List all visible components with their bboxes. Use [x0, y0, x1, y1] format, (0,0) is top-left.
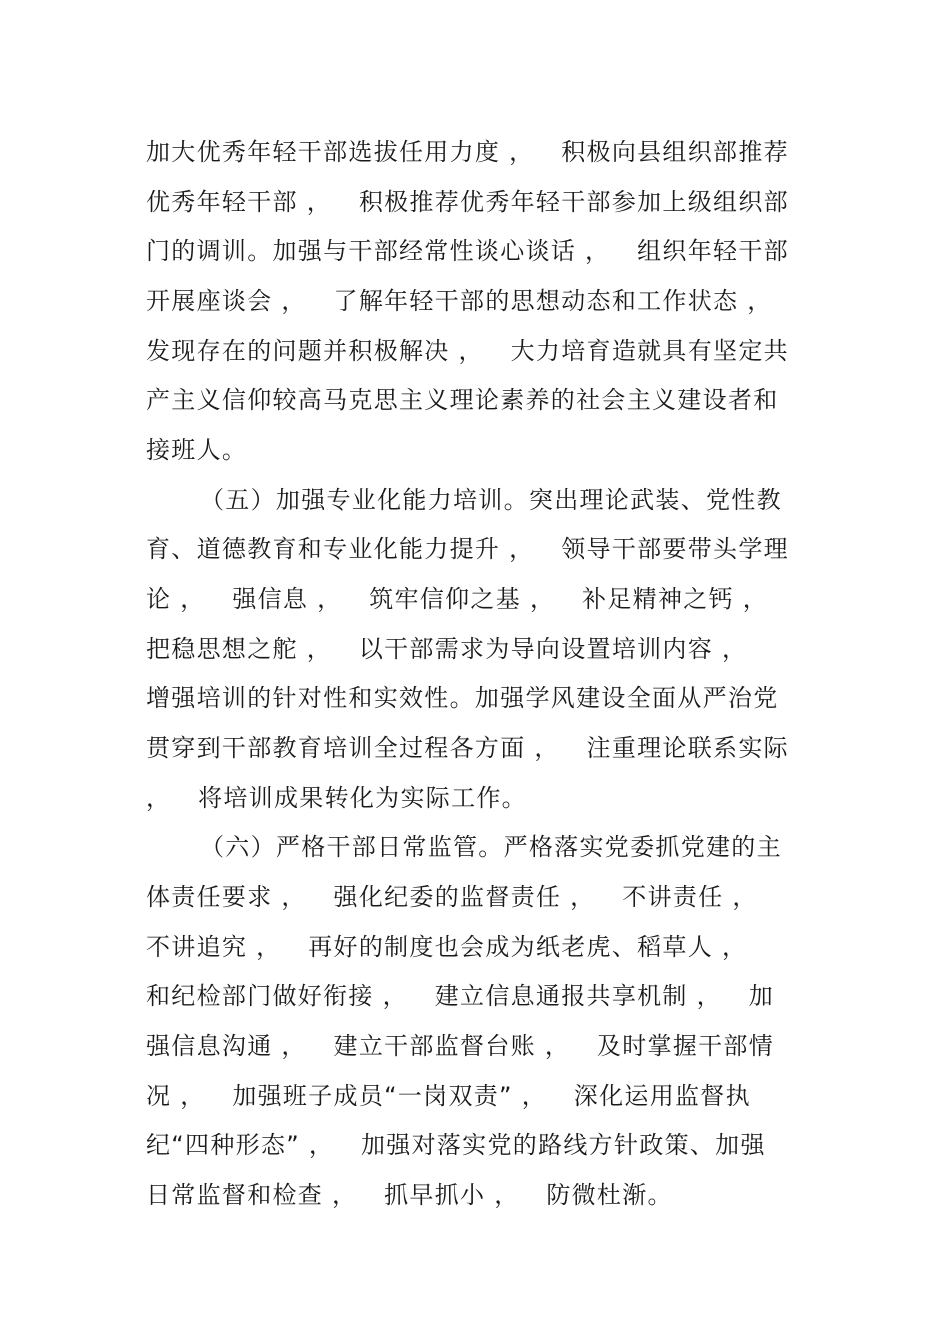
text-line: 日常监督和检查 ， 抓早抓小 ， 防微杜渐。: [146, 1181, 673, 1209]
text-line: ， 将培训成果转化为实际工作。: [146, 784, 527, 812]
text-line: 不讲追究 ， 再好的制度也会成为纸老虎、稻草人 ，: [146, 933, 748, 961]
text-line: 发现存在的问题并积极解决 ， 大力培育造就具有坚定共: [146, 337, 789, 365]
text-line: 产主义信仰较高马克思主义理论素养的社会主义建设者和: [146, 386, 779, 414]
text-line: 纪“四种形态” ， 加强对落实党的路线方针政策、加强: [146, 1131, 766, 1159]
text-line: 贯穿到干部教育培训全过程各方面 ， 注重理论联系实际: [146, 734, 789, 762]
text-line: 把稳思想之舵 ， 以干部需求为导向设置培训内容 ，: [146, 635, 748, 663]
text-line: 优秀年轻干部 ， 积极推荐优秀年轻干部参加上级组织部: [146, 188, 789, 216]
text-line: 体责任要求 ， 强化纪委的监督责任 ， 不讲责任 ，: [146, 883, 758, 911]
text-line: 强信息沟通 ， 建立干部监督台账 ， 及时掌握干部情: [146, 1032, 775, 1060]
text-line: 论 ， 强信息 ， 筑牢信仰之基 ， 补足精神之钙 ，: [146, 585, 769, 613]
paragraph-start-line: （六）严格干部日常监管。严格落实党委抓党建的主: [200, 833, 782, 861]
text-line: 接班人。: [146, 436, 248, 464]
text-line: 和纪检部门做好衔接 ， 建立信息通报共享机制 ， 加: [146, 982, 775, 1010]
text-line: 开展座谈会 ， 了解年轻干部的思想动态和工作状态 ，: [146, 287, 773, 315]
text-line: 育、道德教育和专业化能力提升 ， 领导干部要带头学理: [146, 535, 789, 563]
text-line: 况 ， 加强班子成员“一岗双责” ， 深化运用监督执: [146, 1082, 751, 1110]
text-line: 增强培训的针对性和实效性。加强学风建设全面从严治党: [146, 684, 779, 712]
paragraph-start-line: （五）加强专业化能力培训。突出理论武装、党性教: [200, 486, 782, 514]
text-line: 门的调训。加强与干部经常性谈心谈话 ， 组织年轻干部: [146, 237, 789, 265]
text-line: 加大优秀年轻干部选拔任用力度 ， 积极向县组织部推荐: [146, 138, 789, 166]
